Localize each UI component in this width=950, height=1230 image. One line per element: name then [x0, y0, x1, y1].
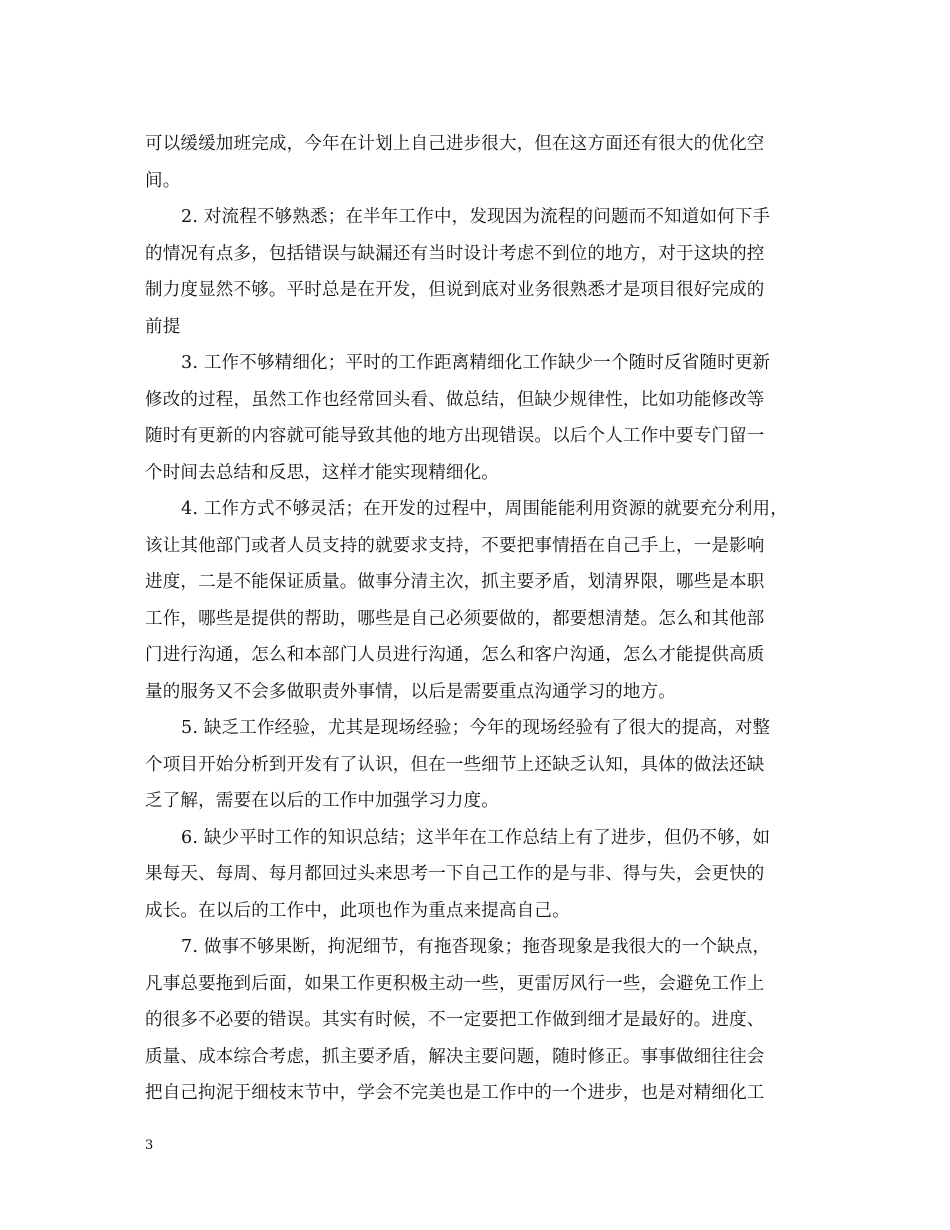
text-line: 个时间去总结和反思，这样才能实现精细化。 — [145, 462, 499, 483]
text-line: 成长。在以后的工作中，此项也作为重点来提高自己。 — [145, 900, 570, 921]
text-line: 前提 — [145, 316, 181, 337]
page-number: 3 — [145, 1138, 154, 1153]
text-line: 进度，二是不能保证质量。做事分清主次，抓主要矛盾，划清界限，哪些是本职 — [145, 572, 765, 592]
text-line: 随时有更新的内容就可能导致其他的地方出现错误。以后个人工作中要专门留一 — [145, 426, 765, 446]
text-line: 的情况有点多，包括错误与缺漏还有当时设计考虑不到位的地方，对于这块的控 — [145, 243, 765, 264]
text-line: 间。 — [145, 170, 181, 191]
text-line: 可以缓缓加班完成，今年在计划上自己进步很大，但在这方面还有很大的优化空 — [145, 134, 765, 154]
text-line: 个项目开始分析到开发有了认识，但在一些细节上还缺乏认知，具体的做法还缺 — [145, 754, 765, 775]
text-line: 把自己拘泥于细枝末节中，学会不完美也是工作中的一个进步，也是对精细化工 — [145, 1083, 765, 1103]
paragraph-5-start: 5. 缺乏工作经验，尤其是现场经验；今年的现场经验有了很大的提高，对整 — [181, 718, 771, 738]
paragraph-2-start: 2. 对流程不够熟悉；在半年工作中，发现因为流程的问题而不知道如何下手 — [181, 207, 771, 227]
text-line: 果每天、每周、每月都回过头来思考一下自己工作的是与非、得与失，会更快的 — [145, 864, 765, 884]
text-line: 乏了解，需要在以后的工作中加强学习力度。 — [145, 791, 499, 811]
paragraph-4-start: 4. 工作方式不够灵活；在开发的过程中，周围能能利用资源的就要充分利用， — [181, 499, 788, 519]
paragraph-3-start: 3. 工作不够精细化；平时的工作距离精细化工作缺少一个随时反省随时更新 — [181, 353, 771, 373]
text-line: 工作，哪些是提供的帮助，哪些是自己必须要做的，都要想清楚。怎么和其他部 — [145, 608, 765, 629]
text-line: 质量、成本综合考虑，抓主要矛盾，解决主要问题，随时修正。事事做细往往会 — [145, 1046, 765, 1067]
paragraph-7-start: 7. 做事不够果断，拘泥细节，有拖沓现象；拖沓现象是我很大的一个缺点， — [181, 937, 771, 957]
text-line: 凡事总要拖到后面，如果工作更积极主动一些，更雷厉风行一些，会避免工作上 — [145, 973, 765, 994]
paragraph-6-start: 6. 缺少平时工作的知识总结；这半年在工作总结上有了进步，但仍不够，如 — [181, 827, 771, 848]
text-line: 量的服务又不会多做职责外事情，以后是需要重点沟通学习的地方。 — [145, 681, 676, 702]
text-line: 修改的过程，虽然工作也经常回头看、做总结，但缺少规律性，比如功能修改等 — [145, 389, 765, 410]
text-line: 制力度显然不够。平时总是在开发，但说到底对业务很熟悉才是项目很好完成的 — [145, 280, 765, 300]
document-body — [145, 126, 825, 1112]
text-line: 的很多不必要的错误。其实有时候，不一定要把工作做到细才是最好的。进度、 — [145, 1010, 765, 1030]
text-line: 该让其他部门或者人员支持的就要求支持，不要把事情捂在自己手上，一是影响 — [145, 535, 765, 556]
text-line: 门进行沟通，怎么和本部门人员进行沟通，怎么和客户沟通，怎么才能提供高质 — [145, 645, 765, 665]
